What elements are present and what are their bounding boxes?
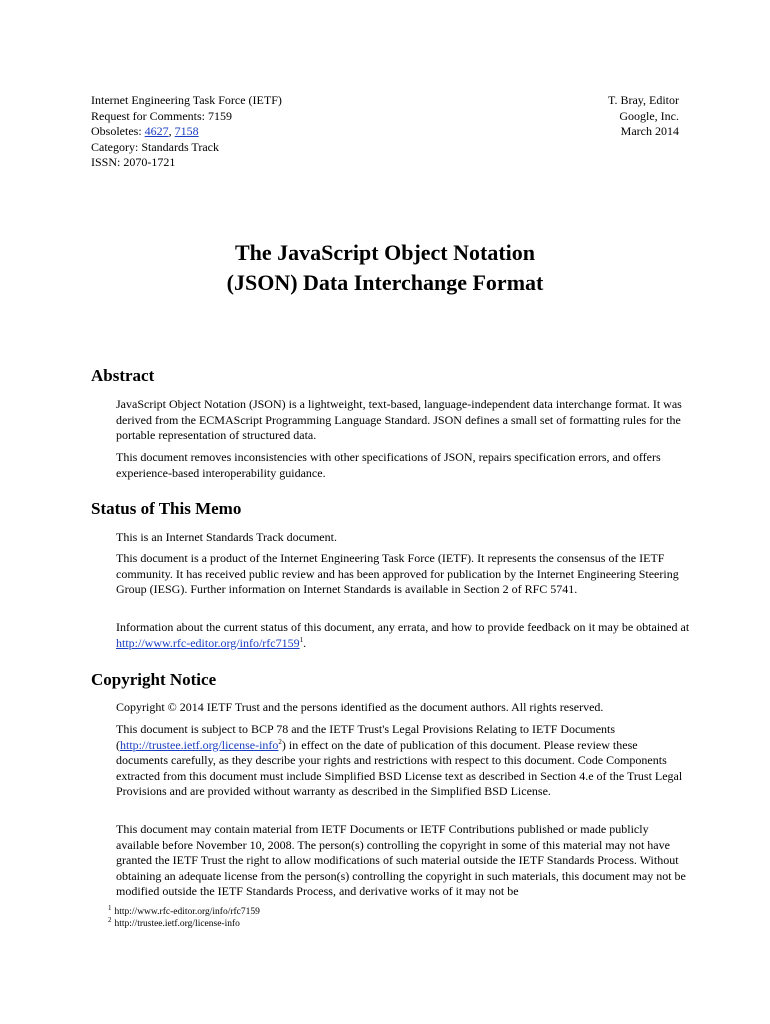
copyright-paragraph-2 xyxy=(116,722,691,800)
footnote-2 xyxy=(108,915,240,930)
status-p3-text: Information about the current status of this document, any errata, and how to provide feedback on it may be obtained at xyxy=(116,620,690,634)
abstract-paragraph-2: This document removes inconsistencies with other specifications of JSON, repairs specification errors, and offers experience-based interoperability guidance. xyxy=(116,450,661,480)
copyright-paragraph-1: Copyright © 2014 IETF Trust and the persons identified as the document authors. All rights reserved. xyxy=(116,700,604,714)
copyright-p2-rest: ) in effect on the date of publication of this document. Please review these documents carefully, as they describe your rights and restrictions with respect to this document. Code Components extracted from this document must include Simplified BSD License text as described in Section 4.e of the Trust Legal Provisions and are provided without warranty as described in the Simplified BSD License. xyxy=(116,737,683,799)
footnote-ref-2: 2 xyxy=(278,737,282,746)
footnote-2-number: 2 xyxy=(108,915,112,924)
footnote-1-text: http://www.rfc-editor.org/info/rfc7159 xyxy=(114,907,260,917)
status-paragraph-1: This is an Internet Standards Track document. xyxy=(116,530,337,544)
footnote-1-number: 1 xyxy=(108,903,112,912)
abstract-heading: Abstract xyxy=(91,366,155,385)
header-date: March 2014 xyxy=(620,124,679,139)
header-category: Category: Standards Track xyxy=(91,139,219,154)
copyright-paragraph-3: This document may contain material from IETF Documents or IETF Contributions published or made publicly available before November 10, 2008. The person(s) controlling the copyright in some of this material may not have granted the IETF Trust the right to allow modifications of such material outside the IETF Standards Process. Without obtaining an adequate license from the person(s) controlling the copyright in such materials, this document may not be modified outside the IETF Standards Process, and derivative works of it may not be xyxy=(116,822,686,899)
rfc-editor-link[interactable]: http://www.rfc-editor.org/info/rfc7159 xyxy=(116,635,300,650)
footnote-ref-1: 1 xyxy=(299,635,304,644)
header-rfc-number: Request for Comments: 7159 xyxy=(91,108,232,123)
trustee-license-link[interactable]: http://trustee.ietf.org/license-info xyxy=(120,737,279,752)
obsoletes-link-7158[interactable]: 7158 xyxy=(174,124,199,139)
header-left-block xyxy=(91,93,282,171)
status-heading: Status of This Memo xyxy=(91,499,242,518)
title-line-2: (JSON) Data Interchange Format xyxy=(226,270,544,295)
status-p3-end: . xyxy=(303,635,307,650)
obsoletes-label: Obsoletes: xyxy=(91,124,145,139)
header-issn: ISSN: 2070-1721 xyxy=(91,155,176,170)
abstract-paragraph-1: JavaScript Object Notation (JSON) is a lightweight, text-based, language-independent data interchange format. It was derived from the ECMAScript Programming Language Standard. JSON defines a small set of formatting rules for the portable representation of structured data. xyxy=(116,397,682,443)
title-line-1: The JavaScript Object Notation xyxy=(234,240,536,265)
obsoletes-separator: , xyxy=(168,124,175,139)
footnote-1 xyxy=(108,903,260,918)
header-right-block xyxy=(608,93,679,140)
document-title xyxy=(0,238,770,298)
status-paragraph-3 xyxy=(116,620,691,651)
header-obsoletes xyxy=(91,124,282,140)
obsoletes-link-4627[interactable]: 4627 xyxy=(144,124,169,139)
header-affiliation: Google, Inc. xyxy=(619,108,679,123)
copyright-heading: Copyright Notice xyxy=(91,670,217,689)
header-author: T. Bray, Editor xyxy=(608,93,679,107)
status-paragraph-2: This document is a product of the Internet Engineering Task Force (IETF). It represents the consensus of the IETF community. It has received public review and has been approved for publication by the Internet Engineering Steering Group (IESG). Further information on Internet Standards is available in Section 2 of RFC 5741. xyxy=(116,551,679,597)
copyright-p2-text: This document is subject to BCP 78 and the IETF Trust's Legal Provisions Relating to IETF Documents ( xyxy=(116,722,616,752)
header-organization: Internet Engineering Task Force (IETF) xyxy=(91,93,282,107)
footnote-2-text: http://trustee.ietf.org/license-info xyxy=(114,919,240,929)
